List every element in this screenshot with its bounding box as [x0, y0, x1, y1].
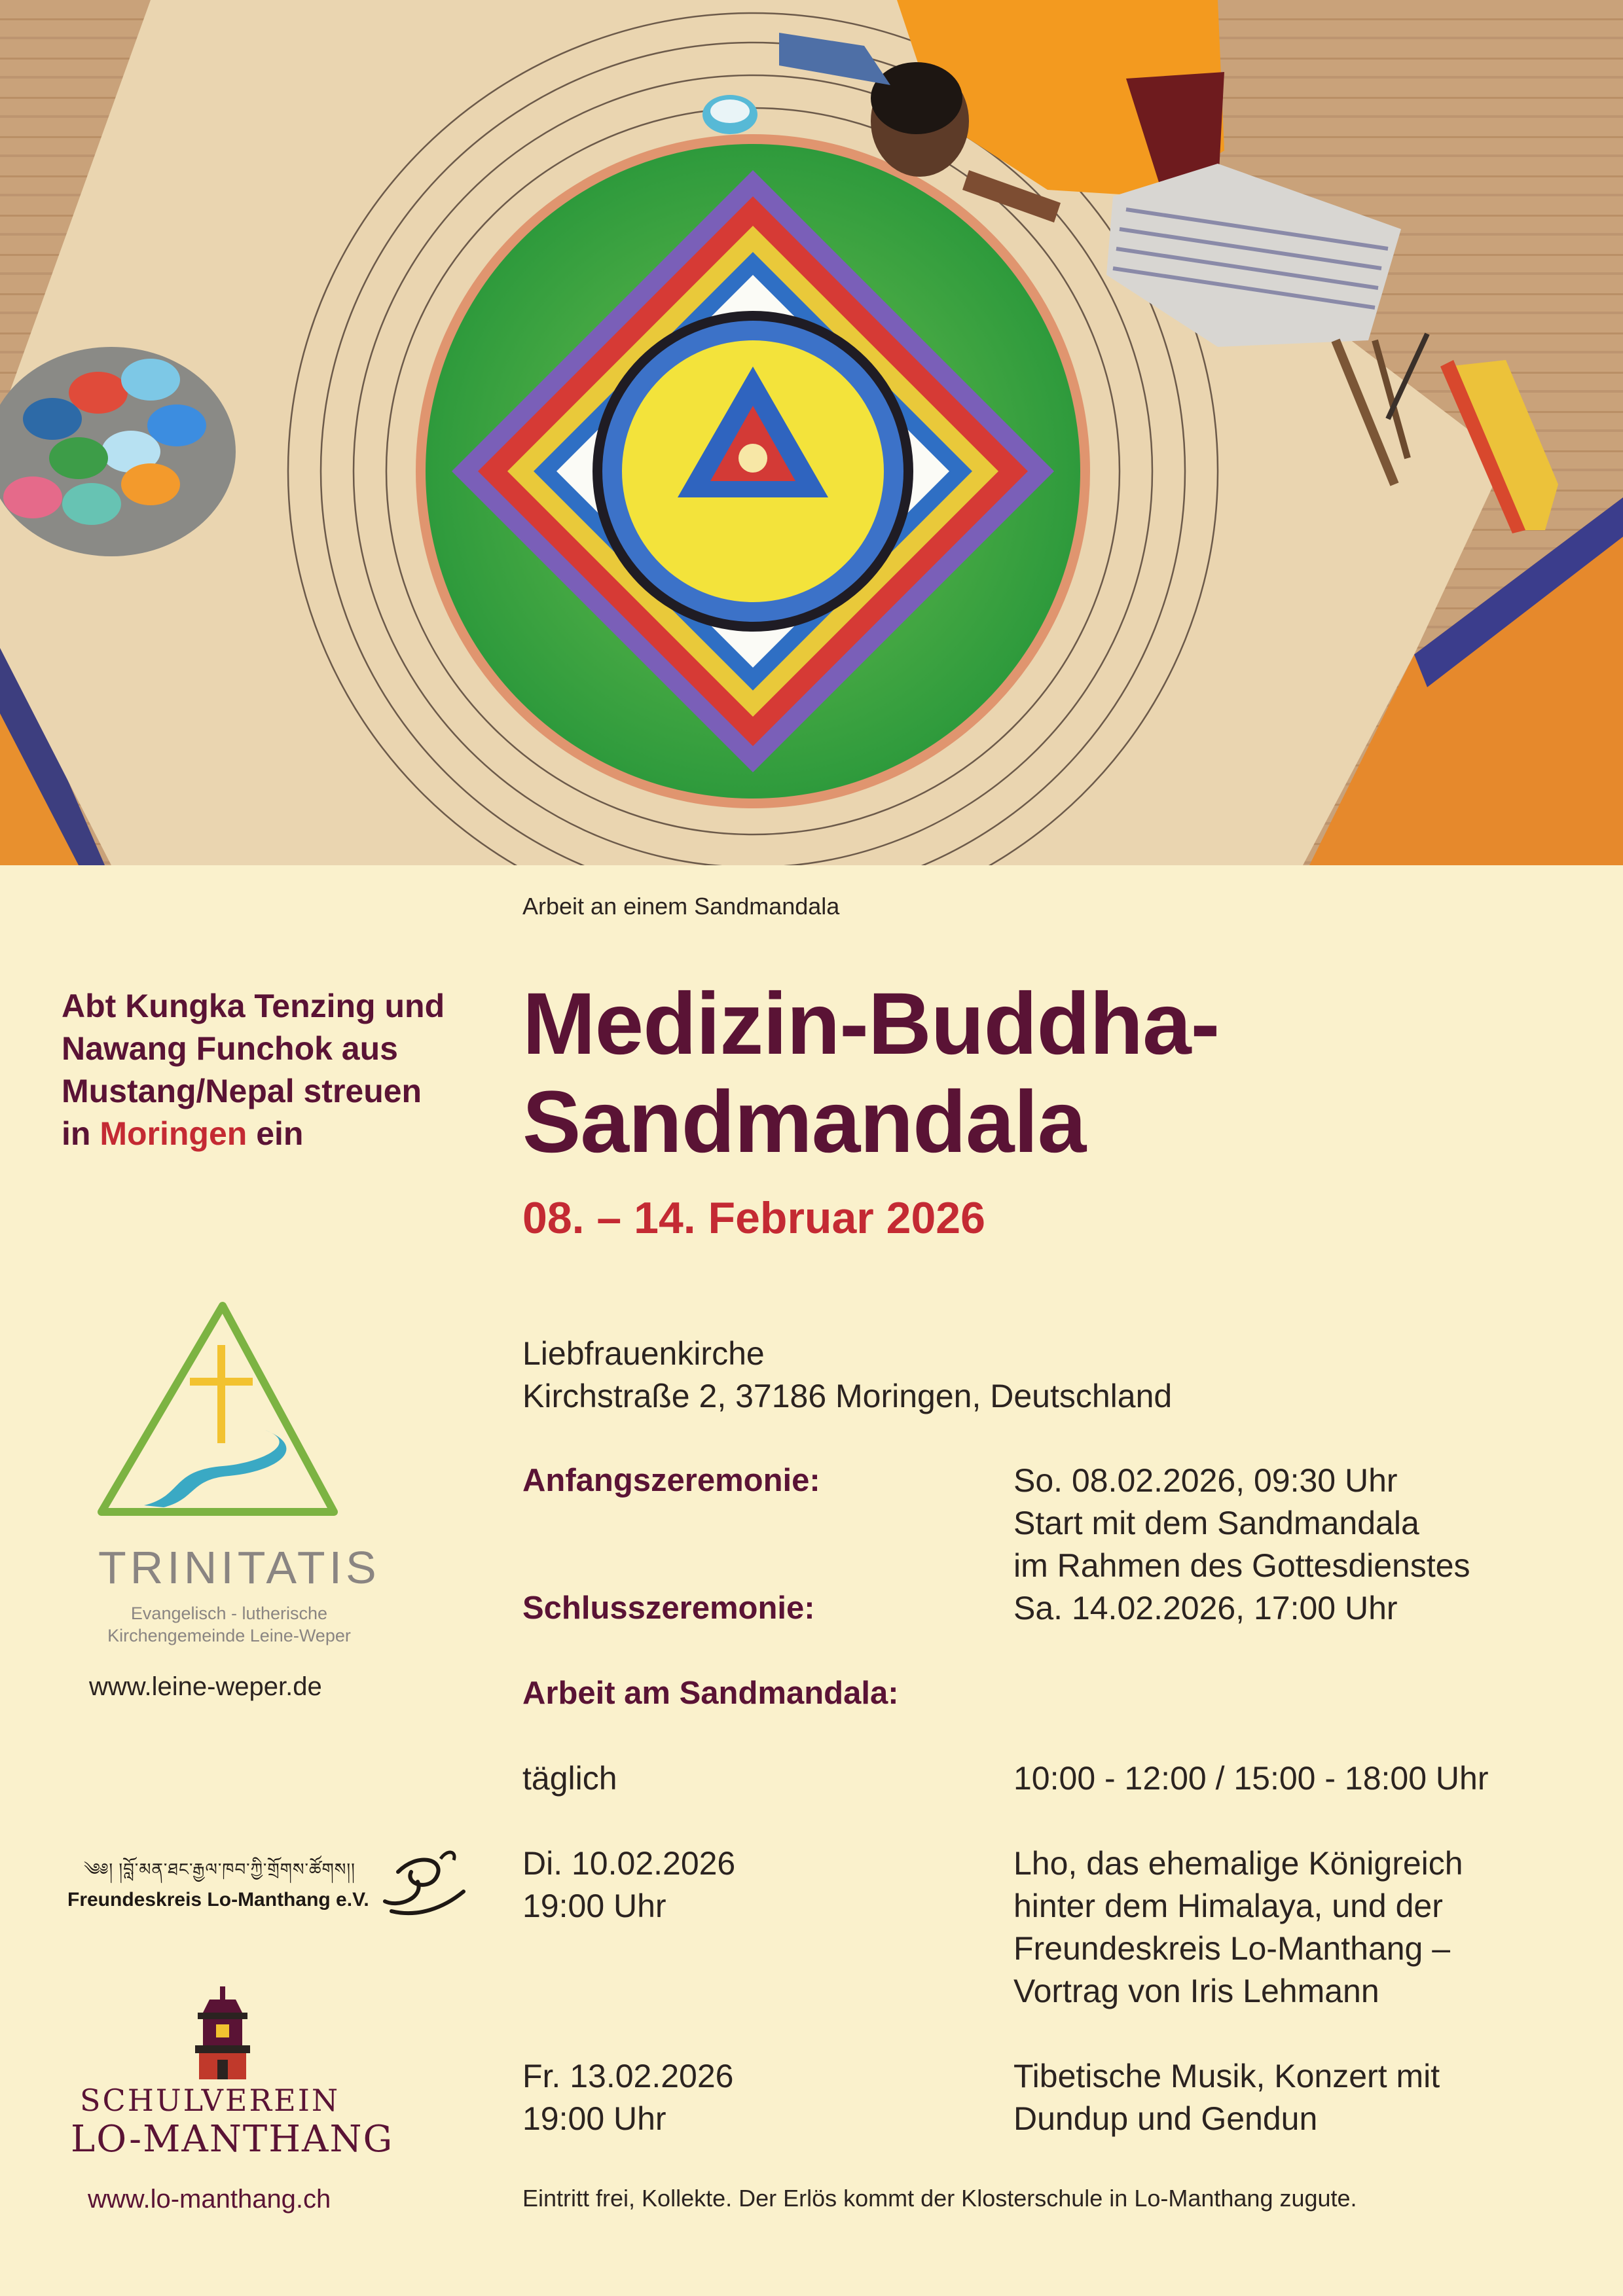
intro-text — [62, 985, 481, 1155]
event-1-line-1: Lho, das ehemalige Königreich — [1013, 1845, 1463, 1882]
mandala-photo — [0, 0, 1623, 865]
calligraphy-emblem-icon — [378, 1846, 470, 1924]
intro-line-3: Mustang/Nepal streuen — [62, 1073, 422, 1109]
schulverein-line-1: SCHULVEREIN — [80, 2083, 340, 2118]
event-2-line-1: Tibetische Musik, Konzert mit — [1013, 2058, 1440, 2094]
freundeskreis-tibetan: ༄༅། །བློ་མན་ཐང་རྒྱལ་ཁབ་ཀྱི་གྲོགས་ཚོགས།། — [84, 1859, 356, 1879]
trinitatis-logo-icon — [92, 1299, 347, 1522]
title-line-1: Medizin-Buddha- — [522, 975, 1220, 1073]
event-1-line-3: Freundeskreis Lo-Manthang – — [1013, 1930, 1451, 1967]
venue — [522, 1333, 1172, 1418]
trinitatis-link[interactable]: www.leine-weper.de — [89, 1672, 322, 1701]
photo-caption: Arbeit an einem Sandmandala — [522, 893, 840, 920]
daily-label: täglich — [522, 1760, 617, 1797]
daily-hours: 10:00 - 12:00 / 15:00 - 18:00 Uhr — [1013, 1760, 1489, 1797]
event-1-desc — [1013, 1842, 1463, 2013]
trinitatis-name: TRINITATIS — [98, 1542, 380, 1593]
event-2-when — [522, 2055, 733, 2140]
event-date: 08. – 14. Februar 2026 — [522, 1193, 985, 1243]
event-2-time: 19:00 Uhr — [522, 2100, 666, 2137]
intro-place: Moringen — [100, 1115, 247, 1152]
work-label: Arbeit am Sandmandala: — [522, 1676, 899, 1711]
event-2-line-2: Dundup und Gendun — [1013, 2100, 1318, 2137]
opening-desc-1: Start mit dem Sandmandala — [1013, 1505, 1419, 1541]
event-1-date: Di. 10.02.2026 — [522, 1845, 736, 1882]
closing-label: Schlusszeremonie: — [522, 1590, 815, 1626]
event-1-line-2: hinter dem Himalaya, und der — [1013, 1888, 1443, 1924]
intro-line-1: Abt Kungka Tenzing und — [62, 988, 445, 1024]
event-1-time: 19:00 Uhr — [522, 1888, 666, 1924]
schulverein-link[interactable]: www.lo-manthang.ch — [88, 2185, 331, 2214]
intro-line-2: Nawang Funchok aus — [62, 1030, 398, 1067]
intro-line-4-pre: in — [62, 1115, 100, 1152]
intro-line-4 — [62, 1113, 481, 1155]
event-2-date: Fr. 13.02.2026 — [522, 2058, 734, 2094]
title-line-2: Sandmandala — [522, 1073, 1086, 1171]
footer-note: Eintritt frei, Kollekte. Der Erlös kommt der Klosterschule in Lo-Manthang zugute. — [522, 2185, 1357, 2212]
event-2-desc — [1013, 2055, 1440, 2140]
trinitatis-sub-1: Evangelisch - lutherische — [130, 1604, 328, 1623]
opening-date: So. 08.02.2026, 09:30 Uhr — [1013, 1462, 1398, 1499]
page-title — [522, 975, 1219, 1172]
event-1-when — [522, 1842, 735, 1928]
trinitatis-subtitle — [98, 1602, 360, 1647]
venue-name: Liebfrauenkirche — [522, 1335, 765, 1372]
stupa-icon — [190, 1986, 255, 2081]
opening-desc-2: im Rahmen des Gottesdienstes — [1013, 1547, 1470, 1584]
event-1-line-4: Vortrag von Iris Lehmann — [1013, 1973, 1379, 2009]
freundeskreis-name: Freundeskreis Lo-Manthang e.V. — [67, 1889, 369, 1910]
intro-line-4-post: ein — [247, 1115, 304, 1152]
schulverein-line-2: LO-MANTHANG — [71, 2118, 394, 2161]
opening-label: Anfangszeremonie: — [522, 1463, 820, 1498]
trinitatis-sub-2: Kirchengemeinde Leine-Weper — [107, 1626, 351, 1645]
venue-address: Kirchstraße 2, 37186 Moringen, Deutschland — [522, 1378, 1173, 1414]
opening-details — [1013, 1460, 1470, 1587]
closing-date: Sa. 14.02.2026, 17:00 Uhr — [1013, 1590, 1398, 1626]
